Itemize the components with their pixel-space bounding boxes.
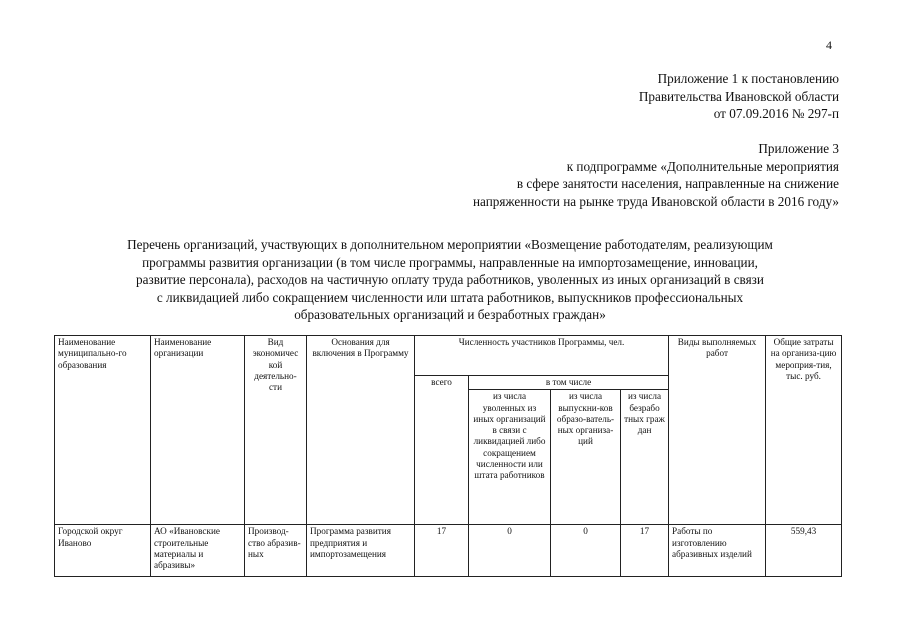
- appendix-3-line: в сфере занятости населения, направленные на снижение: [516, 176, 839, 191]
- document-title: [60, 236, 840, 324]
- header-participants: Численность участников Программы, чел.: [415, 336, 669, 376]
- header-total: всего: [415, 376, 469, 525]
- appendix-3-block: [473, 140, 839, 210]
- header-graduates: из числа выпускни-ков образо-ватель-ных организа-ций: [551, 390, 621, 525]
- organizations-table: [54, 335, 842, 577]
- title-line: развитие персонала), расходов на частичную оплату труда работников, уволенных из иных организаций в связи: [136, 272, 764, 287]
- header-basis: Основания для включения в Программу: [307, 336, 415, 525]
- cell-municipality: Городской округ Иваново: [55, 525, 151, 577]
- header-dismissed: из числа уволенных из иных организаций в связи с ликвидацией либо сокращением численности или штата работников: [469, 390, 551, 525]
- header-costs: Общие затраты на организа-цию мероприя-тия, тыс. руб.: [766, 336, 842, 525]
- header-including: в том числе: [469, 376, 669, 390]
- header-works: Виды выполняемых работ: [669, 336, 766, 525]
- appendix-3-line: напряженности на рынке труда Ивановской области в 2016 году»: [472, 193, 839, 209]
- appendix-1-line: от 07.09.2016 № 297-п: [713, 106, 839, 121]
- appendix-3-line: Приложение 3: [758, 141, 839, 156]
- title-line: Перечень организаций, участвующих в дополнительном мероприятии «Возмещение работодателям, реализующим: [127, 237, 773, 252]
- cell-dismissed: 0: [469, 525, 551, 577]
- cell-total: 17: [415, 525, 469, 577]
- appendix-1-line: Правительства Ивановской области: [638, 88, 839, 104]
- cell-organization: АО «Ивановские строительные материалы и абразивы»: [151, 525, 245, 577]
- cell-costs: 559,43: [766, 525, 842, 577]
- cell-graduates: 0: [551, 525, 621, 577]
- cell-works: Работы по изготовлению абразивных изделий: [669, 525, 766, 577]
- title-line: программы развития организации (в том числе программы, направленные на импортозамещение, инновации,: [142, 254, 758, 270]
- cell-unemployed: 17: [621, 525, 669, 577]
- appendix-1-line: Приложение 1 к постановлению: [657, 71, 839, 86]
- appendix-3-line: к подпрограмме «Дополнительные мероприятия: [566, 158, 839, 174]
- header-municipality: Наименование муниципально-го образования: [55, 336, 151, 525]
- appendix-1-block: [639, 70, 839, 123]
- header-activity: Вид экономичес кой деятельно-сти: [245, 336, 307, 525]
- title-line: с ликвидацией либо сокращением численности или штата работников, выпускников профессиональных: [156, 289, 744, 305]
- page-number: 4: [826, 38, 832, 52]
- title-line: образовательных организаций и безработных граждан»: [294, 307, 606, 322]
- cell-activity: Производ-ство абразив-ных: [245, 525, 307, 577]
- header-organization: Наименование организации: [151, 336, 245, 525]
- cell-basis: Программа развития предприятия и импортозамещения: [307, 525, 415, 577]
- header-unemployed: из числа безрабо тных граж дан: [621, 390, 669, 525]
- table-row: [55, 525, 842, 577]
